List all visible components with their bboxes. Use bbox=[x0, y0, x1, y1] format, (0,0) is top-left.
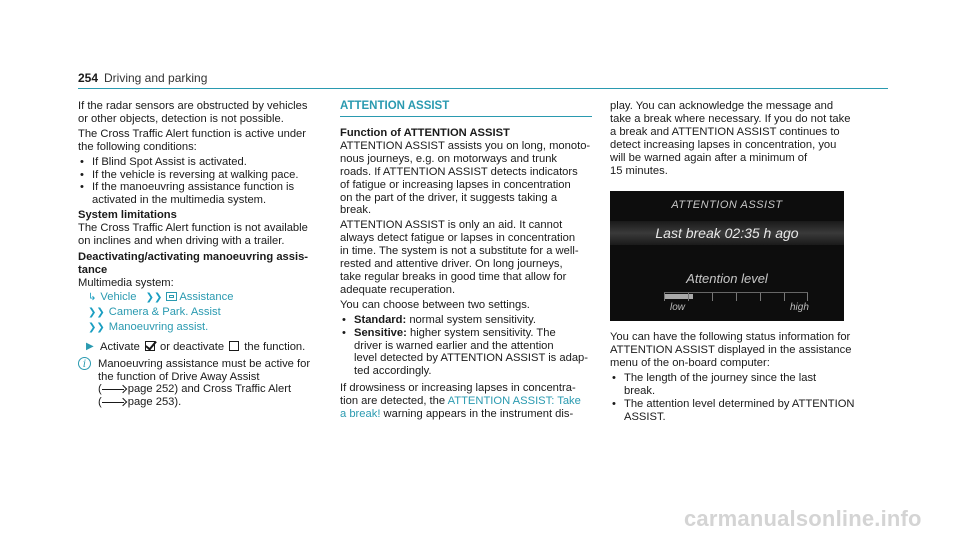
attention-level-label: Attention level bbox=[686, 271, 768, 287]
return-arrow-icon: ↳ bbox=[88, 291, 97, 303]
section-name: Driving and parking bbox=[104, 71, 208, 85]
path-vehicle[interactable]: ↳ Vehicle ❯❯ Assistance bbox=[88, 290, 234, 303]
attention-assist-display bbox=[610, 191, 844, 321]
scale-tick bbox=[688, 293, 689, 301]
action-step: ▶ Activate or deactivate the function. bbox=[86, 340, 306, 353]
header-rule bbox=[78, 88, 888, 89]
display-header: ATTENTION ASSIST bbox=[671, 199, 783, 212]
watermark: carmanualsonline.info bbox=[684, 506, 922, 531]
aid-text: ATTENTION ASSIST is only an aid. It cannot always detect fatigue or lapses in concentration in time. The system is not a substitute for a well- rested and attentive driver. On long journeys, take regular breaks in good time that allow for adequate recuperation. bbox=[340, 219, 579, 296]
last-break-text: Last break 02:35 h ago bbox=[610, 221, 844, 245]
page-ref-arrow-icon bbox=[102, 385, 128, 393]
page-header bbox=[78, 70, 888, 90]
column-left bbox=[78, 100, 323, 409]
section-rule bbox=[340, 116, 592, 117]
settings-list bbox=[340, 314, 592, 379]
multimedia-label: Multimedia system: bbox=[78, 276, 174, 289]
info-note: i Manoeuvring assistance must be active for the function of Drive Away Assist ( page 252) and Cross Traffic Alert ( page 253). bbox=[78, 358, 323, 410]
active-conditions-text: The Cross Traffic Alert function is active under the following conditions: bbox=[78, 127, 306, 153]
deactivating-heading: Deactivating/activating manoeuvring assis- tance bbox=[78, 250, 309, 276]
list-item: • If the manoeuvring assistance function is activated in the multimedia system. bbox=[78, 181, 323, 207]
list-item: • If Blind Spot Assist is activated. bbox=[78, 156, 323, 169]
page-number: 254 bbox=[78, 71, 99, 85]
menu-path bbox=[78, 290, 323, 335]
column-middle bbox=[340, 100, 592, 423]
step-arrow-icon: ▶ bbox=[86, 340, 94, 352]
unchecked-box-icon bbox=[229, 341, 239, 351]
scale-tick bbox=[712, 293, 713, 301]
limitations-text: The Cross Traffic Alert function is not available on inclines and when driving with a trailer. bbox=[78, 222, 308, 248]
scale-tick bbox=[807, 293, 808, 301]
list-item: • The length of the journey since the last break. bbox=[610, 372, 874, 398]
checked-box-icon bbox=[145, 341, 155, 351]
path-camera-park-assist[interactable]: ❯❯ Camera & Park. Assist bbox=[88, 305, 221, 318]
warning-message-cont: a break! bbox=[340, 408, 381, 421]
scale-tick bbox=[664, 293, 665, 301]
info-icon: i bbox=[78, 357, 91, 370]
scale-high-label: high bbox=[790, 302, 809, 314]
path-manoeuvring-assist[interactable]: ❯❯ Manoeuvring assist. bbox=[88, 320, 209, 333]
scale-tick bbox=[736, 293, 737, 301]
intro-paragraph: If the radar sensors are obstructed by vehicles or other objects, detection is not possible. bbox=[78, 100, 308, 125]
list-item: • Sensitive: higher system sensitivity. The driver is warned earlier and the attention level detected by ATTENTION ASSIST is adap- ted accordingly. bbox=[340, 327, 592, 379]
double-chevron-icon: ❯❯ bbox=[88, 321, 105, 333]
column-right bbox=[610, 100, 874, 426]
list-item: • The attention level determined by ATTENTION ASSIST. bbox=[610, 398, 874, 424]
double-chevron-icon: ❯❯ bbox=[145, 291, 163, 303]
list-item: • If the vehicle is reversing at walking pace. bbox=[78, 169, 323, 182]
car-icon bbox=[166, 292, 177, 301]
function-text: ATTENTION ASSIST assists you on long, monoto- nous journeys, e.g. on motorways and trunk roads. If ATTENTION ASSIST detects indicators of fatigue or increasing lapses in concentration on the part of the driver, it suggests taking a break. bbox=[340, 139, 591, 217]
list-item: • Standard: normal system sensitivity. bbox=[340, 314, 592, 327]
continued-text: play. You can acknowledge the message and take a break where necessary. If you do not take a break and ATTENTION ASSIST continues to detect increasing lapses in concentration, you will be warned again after a minimum of 15 minutes. bbox=[610, 100, 851, 177]
page-ref-arrow-icon bbox=[102, 398, 128, 406]
function-heading: Function of ATTENTION ASSIST bbox=[340, 127, 510, 139]
double-chevron-icon: ❯❯ bbox=[88, 306, 105, 318]
section-title: ATTENTION ASSIST bbox=[340, 100, 450, 112]
scale-low-label: low bbox=[670, 302, 686, 314]
scale-tick bbox=[784, 293, 785, 301]
attention-level-scale bbox=[664, 292, 808, 302]
drowsiness-text: If drowsiness or increasing lapses in concentra- tion are detected, the ATTENTION ASSIST: Take a break! warning appears in the instrument dis- bbox=[340, 382, 581, 421]
status-info-text: You can have the following status information for ATTENTION ASSIST displayed in the assistance menu of the on-board computer: bbox=[610, 331, 852, 370]
conditions-list bbox=[78, 156, 323, 208]
scale-tick bbox=[760, 293, 761, 301]
system-limitations-heading: System limitations bbox=[78, 209, 177, 222]
warning-message: ATTENTION ASSIST: Take bbox=[447, 395, 581, 408]
status-list bbox=[610, 372, 874, 424]
settings-intro: You can choose between two settings. bbox=[340, 298, 530, 311]
